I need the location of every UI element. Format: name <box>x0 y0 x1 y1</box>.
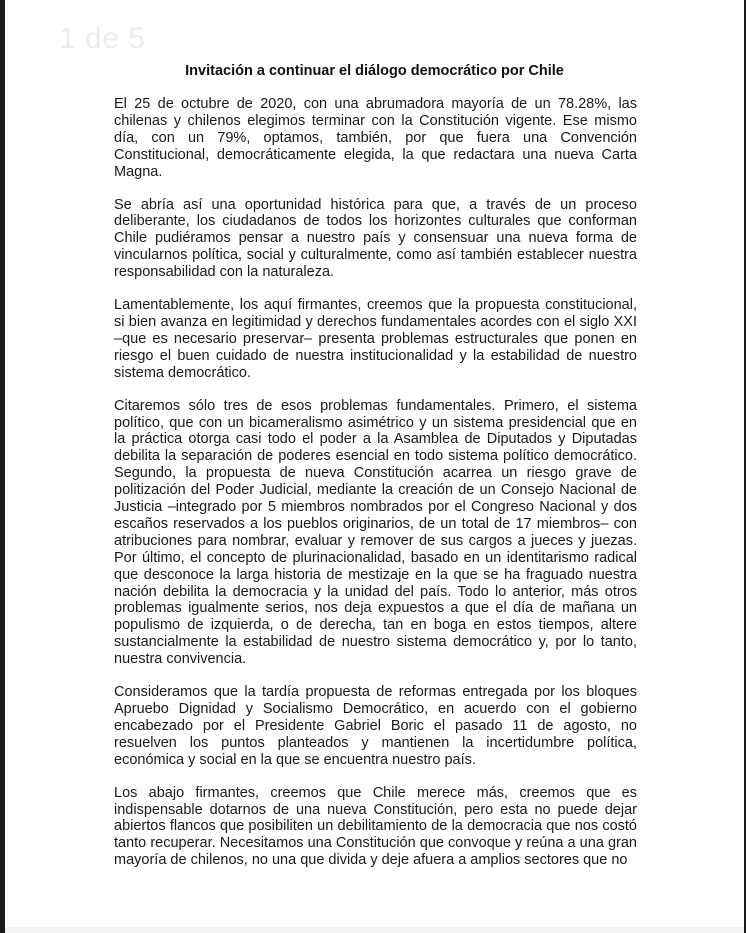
document-body <box>114 96 637 885</box>
paragraph-3: Lamentablemente, los aquí firmantes, creemos que la propuesta constitucional, si bien avanza en legitimidad y derechos fundamentales acordes con el siglo XXI –que es necesario preservar– presenta problemas estructurales que ponen en riesgo el buen cuidado de nuestra institucionalidad y la estabilidad de nuestro sistema democrático. <box>114 297 637 381</box>
paragraph-2: Se abría así una oportunidad histórica para que, a través de un proceso deliberante, los ciudadanos de todos los horizontes culturales que conforman Chile pudiéramos pensar a nuestro país y consensuar una nueva forma de vincularnos política, social y culturalmente, como así también establecer nuestra responsabilidad con la naturaleza. <box>114 196 637 281</box>
document-page <box>5 0 744 933</box>
page-bottom-edge <box>5 927 744 933</box>
document-title: Invitación a continuar el diálogo democrático por Chile <box>185 63 564 79</box>
paragraph-1: El 25 de octubre de 2020, con una abrumadora mayoría de un 78.28%, las chilenas y chilenos elegimos terminar con la Constitución vigente. Ese mismo día, con un 79%, optamos, también, por que fuera una Convención Constitucional, democráticamente elegida, la que redactara una nueva Carta Magna. <box>114 96 637 180</box>
paragraph-5: Consideramos que la tardía propuesta de reformas entregada por los bloques Apruebo Dignidad y Socialismo Democrático, en acuerdo con el gobierno encabezado por el Presidente Gabriel Boric el pasado 11 de agosto, no resuelven los puntos planteados y mantienen la incertidumbre política, económica y social en la que se encuentra nuestro país. <box>114 684 637 768</box>
paragraph-4: Citaremos sólo tres de esos problemas fundamentales. Primero, el sistema político, que con un bicameralismo asimétrico y un sistema presidencial que en la práctica otorga casi todo el poder a la Asamblea de Diputados y Diputadas debilita la separación de poderes esencial en todo sistema político democrático. Segundo, la propuesta de nueva Constitución acarrea un riesgo grave de politización del Poder Judicial, mediante la creación de un Consejo Nacional de Justicia –integrado por 5 miembros nombrados por el Congreso Nacional y dos escaños reservados a los pueblos originarios, de un total de 17 miembros– con atribuciones para nombrar, evaluar y remover de sus cargos a jueces y juezas. Por último, el concepto de plurinacionalidad, basado en un identitarismo radical que desconoce la larga historia de mestizaje en la que se ha fraguado nuestra nación debilita la democracia y la unidad del país. Todo lo anterior, más otros problemas igualmente serios, nos deja expuestos a que el día de mañana un populismo de izquierda, o de derecha, tan en boga en estos tiempos, altere sustancialmente la estabilidad de nuestro sistema democrático y, por lo tanto, nuestra convivencia. <box>114 397 637 668</box>
paragraph-6: Los abajo firmantes, creemos que Chile merece más, creemos que es indispensable dotarnos de una nueva Constitución, pero esta no puede dejar abiertos flancos que posibiliten un debilitamiento de la democracia que nos costó tanto recuperar. Necesitamos una Constitución que convoque y reúna a una gran mayoría de chilenos, no una que divida y deje afuera a amplios sectores que no <box>114 784 637 869</box>
page-indicator: 1 de 5 <box>59 22 146 55</box>
